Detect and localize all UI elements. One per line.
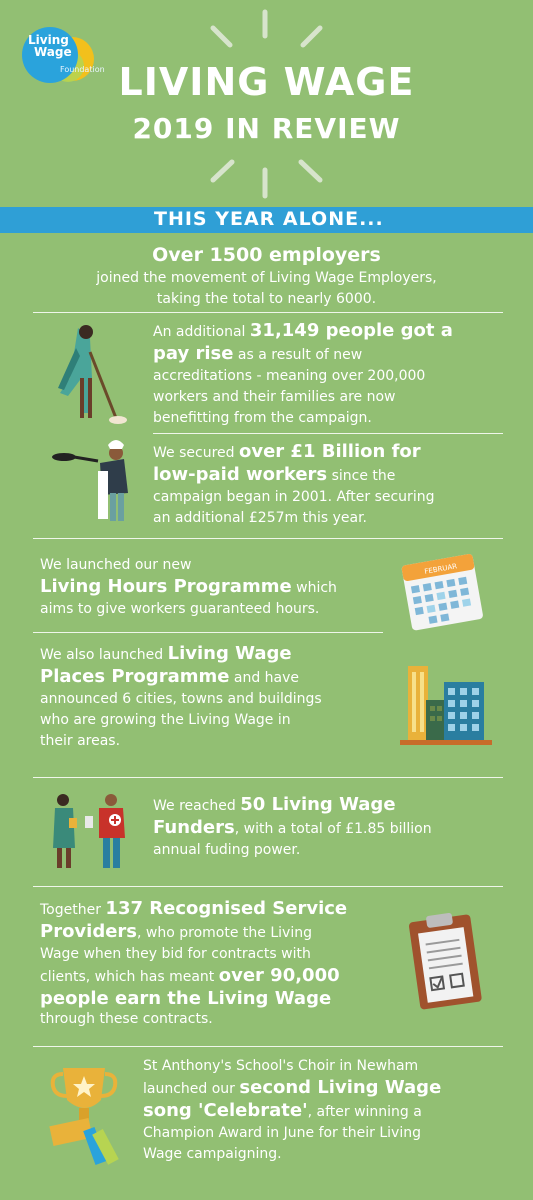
page-title: LIVING WAGE [118, 60, 415, 104]
living-hours-stat: We launched our new Living Hours Programme which aims to give workers guaranteed hours. [40, 557, 337, 617]
divider [33, 1046, 503, 1047]
chef-illustration-icon [50, 435, 142, 525]
page-subtitle: 2019 IN REVIEW [132, 112, 401, 145]
trophy-icon [45, 1060, 125, 1170]
divider [33, 312, 503, 313]
divider [33, 886, 503, 887]
calendar-icon [398, 545, 488, 635]
funders-illustration-icon [45, 790, 135, 870]
section-banner: THIS YEAR ALONE... [0, 207, 533, 233]
payrise-stat: An additional 31,149 people got a pay rise as a result of new accreditations - meaning over 200,000 workers and their families are now benefitting from the campaign. [153, 320, 453, 426]
divider [33, 632, 383, 633]
logo-wordmark: Living Wage [28, 33, 72, 59]
svg-text:FEBRUAR: FEBRUAR [423, 562, 458, 576]
funders-stat: We reached 50 Living Wage Funders, with a total of £1.85 billion annual fuding power. [153, 794, 432, 858]
logo-foundation: Foundation [60, 65, 105, 74]
employers-stat: Over 1500 employers joined the movement of Living Wage Employers, taking the total to nearly 6000. [96, 244, 437, 307]
divider [153, 433, 503, 434]
places-stat: We also launched Living Wage Places Programme and have announced 6 cities, towns and buildings who are growing the Living Wage in their areas. [40, 643, 322, 749]
clipboard-icon [408, 910, 483, 1010]
choir-stat: St Anthony's School's Choir in Newham launched our second Living Wage song 'Celebrate', after winning a Champion Award in June for their Living Wage campaigning. [143, 1058, 442, 1162]
providers-stat: Together 137 Recognised Service Providers, who promote the Living Wage when they bid for contracts with clients, which has meant over 90,000 people earn the Living Wage through these contracts. [40, 898, 348, 1027]
city-buildings-icon [398, 662, 493, 747]
divider [33, 777, 503, 778]
billion-stat: We secured over £1 Billion for low-paid workers since the campaign began in 2001. After securing an additional £257m this year. [153, 441, 435, 526]
cleaner-illustration-icon [50, 318, 130, 428]
divider [33, 538, 503, 539]
